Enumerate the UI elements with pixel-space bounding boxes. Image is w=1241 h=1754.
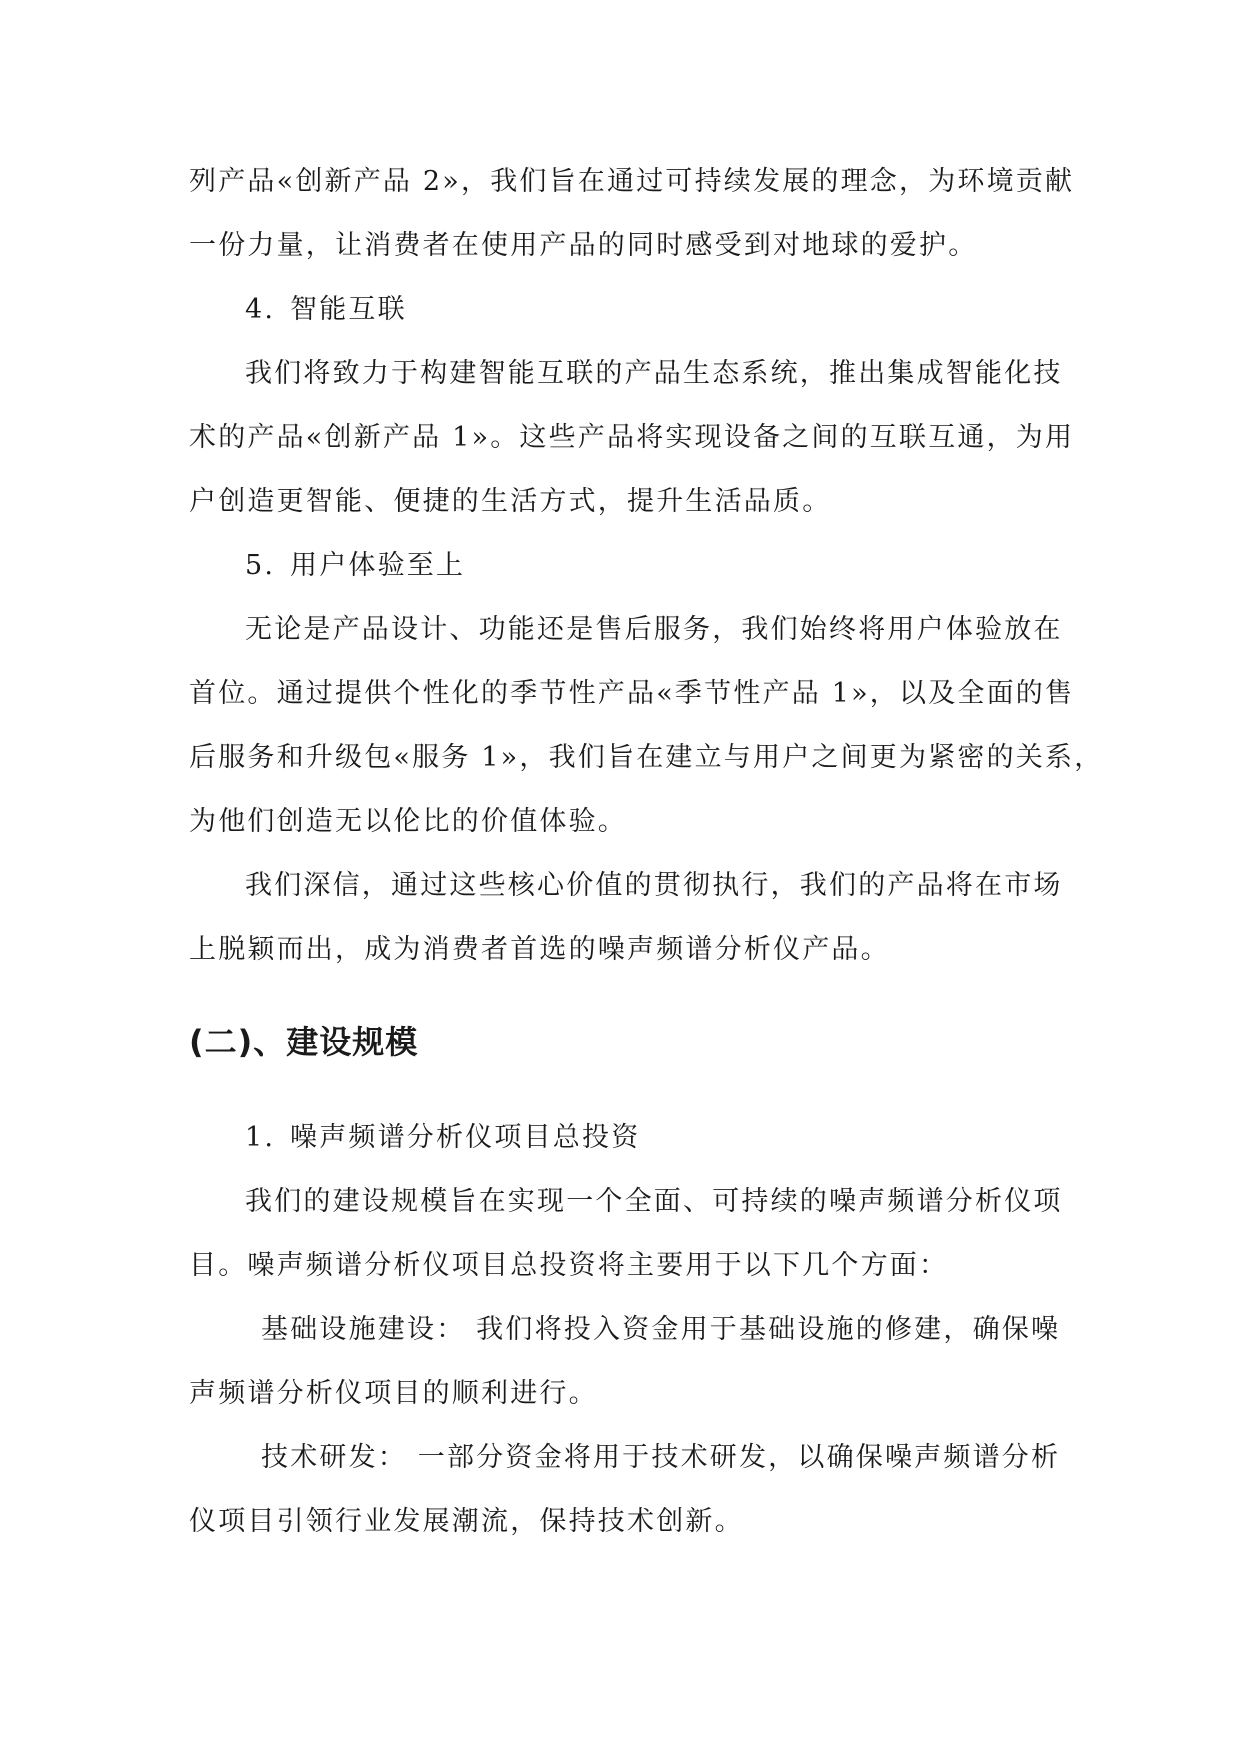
list-item-title: 噪声频谱分析仪项目总投资 — [290, 1122, 641, 1153]
list-item-title: 用户体验至上 — [290, 550, 466, 581]
list-item-title: 智能互联 — [290, 294, 407, 325]
list-number: 4. — [245, 294, 276, 325]
document-body — [189, 150, 1104, 1554]
list-item-heading — [189, 1106, 1049, 1170]
body-text-line: 技术研发： 一部分资金将用于技术研发，以确保噪声频谱分析 — [261, 1442, 1061, 1473]
body-text-line: 首位。通过提供个性化的季节性产品«季节性产品 1»，以及全面的售 — [189, 678, 1075, 709]
body-text-line: 我们将致力于构建智能互联的产品生态系统，推出集成智能化技 — [245, 358, 1063, 389]
body-text-line: 仪项目引领行业发展潮流，保持技术创新。 — [189, 1506, 744, 1537]
section-heading: (二)、建设规模 — [189, 1023, 419, 1061]
list-item-heading — [189, 534, 1049, 598]
list-item-heading — [189, 278, 1049, 342]
list-number: 5. — [245, 550, 276, 581]
body-text-line: 我们的建设规模旨在实现一个全面、可持续的噪声频谱分析仪项 — [245, 1186, 1063, 1217]
body-text-line: 声频谱分析仪项目的顺利进行。 — [189, 1378, 598, 1409]
body-text-line: 基础设施建设： 我们将投入资金用于基础设施的修建，确保噪 — [261, 1314, 1061, 1345]
body-text-line: 术的产品«创新产品 1»。这些产品将实现设备之间的互联互通，为用 — [189, 422, 1075, 453]
body-text-line: 目。噪声频谱分析仪项目总投资将主要用于以下几个方面： — [189, 1250, 949, 1281]
body-text-line: 后服务和升级包«服务 1»，我们旨在建立与用户之间更为紧密的关系， — [189, 742, 1104, 773]
list-number: 1. — [245, 1122, 276, 1153]
body-text-line: 户创造更智能、便捷的生活方式，提升生活品质。 — [189, 486, 832, 517]
body-text-line: 为他们创造无以伦比的价值体验。 — [189, 806, 627, 837]
body-text-line: 列产品«创新产品 2»，我们旨在通过可持续发展的理念，为环境贡献 — [189, 166, 1075, 197]
body-text-line: 我们深信，通过这些核心价值的贯彻执行，我们的产品将在市场 — [245, 870, 1063, 901]
body-text-line: 一份力量，让消费者在使用产品的同时感受到对地球的爱护。 — [189, 230, 978, 261]
body-text-line: 上脱颖而出，成为消费者首选的噪声频谱分析仪产品。 — [189, 934, 890, 965]
body-text-line: 无论是产品设计、功能还是售后服务，我们始终将用户体验放在 — [245, 614, 1063, 645]
